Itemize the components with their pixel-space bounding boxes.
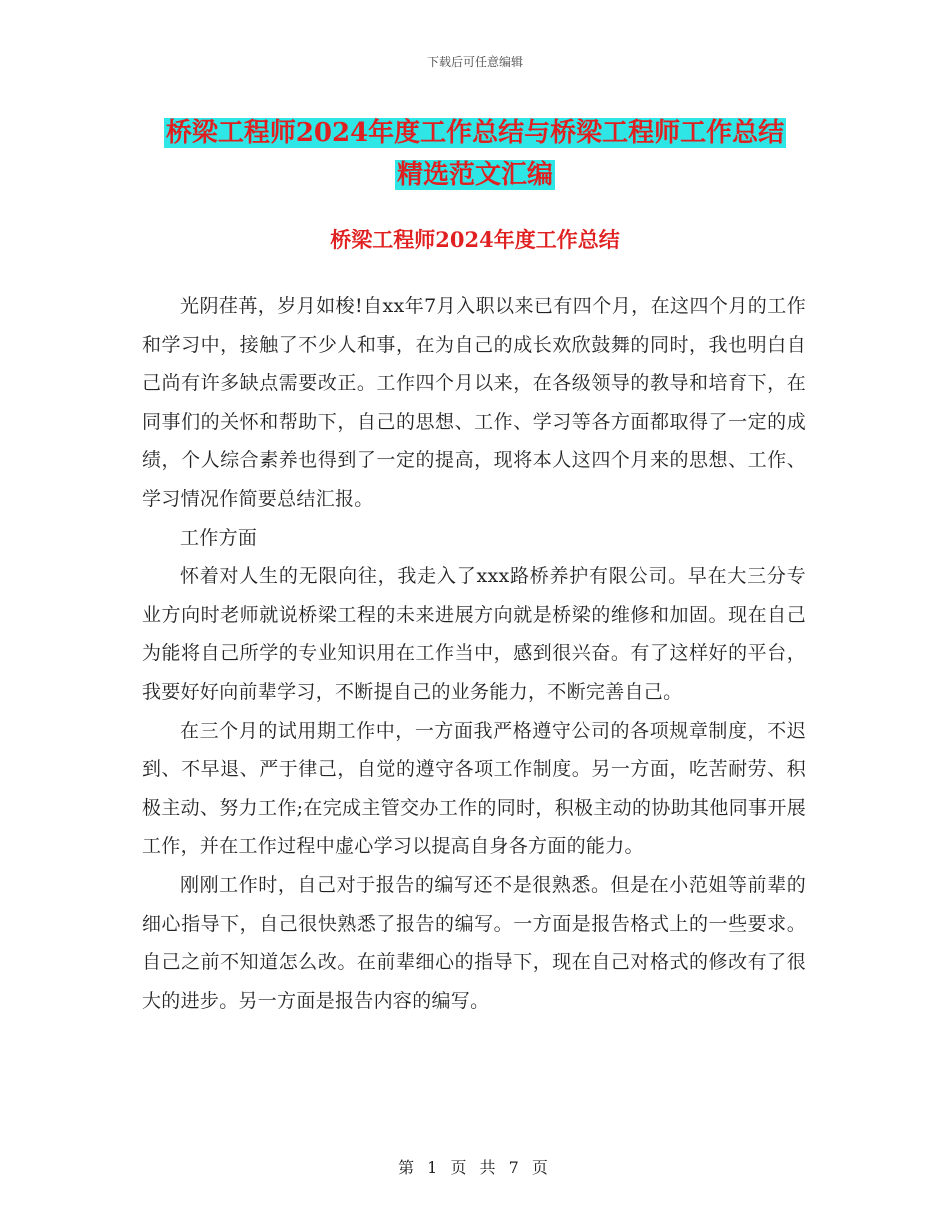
paragraph-heading-work: 工作方面 bbox=[180, 526, 258, 549]
paragraph-report: 刚刚工作时，自己对于报告的编写还不是很熟悉。但是在小范姐等前辈的细心指导下，自己很快熟悉了报告的编写。一方面是报告格式上的一些要求。自己之前不知道怎么改。在前辈细心的指导下，现在自己对格式的修改有了很大的进步。另一方面是报告内容的编写。 bbox=[142, 873, 806, 1012]
main-title bbox=[0, 112, 950, 196]
paragraph-probation: 在三个月的试用期工作中，一方面我严格遵守公司的各项规章制度，不迟到、不早退、严于律己，自觉的遵守各项工作制度。另一方面，吃苦耐劳、积极主动、努力工作;在完成主管交办工作的同时，积极主动的协助其他同事开展工作，并在工作过程中虚心学习以提高自身各方面的能力。 bbox=[142, 719, 806, 858]
body-text bbox=[142, 287, 806, 1020]
page-footer: 第 1 页 共 7 页 bbox=[398, 1158, 552, 1177]
header-note: 下载后可任意编辑 bbox=[426, 55, 523, 69]
main-title-line-2: 精选范文汇编 bbox=[396, 160, 553, 190]
section-title: 桥梁工程师2024年度工作总结 bbox=[330, 227, 620, 252]
paragraph-company: 怀着对人生的无限向往，我走入了xxx路桥养护有限公司。早在大三分专业方向时老师就说桥梁工程的未来进展方向就是桥梁的维修和加固。现在自己为能将自己所学的专业知识用在工作当中，感到很兴奋。有了这样好的平台，我要好好向前辈学习，不断提自己的业务能力，不断完善自己。 bbox=[142, 565, 806, 703]
main-title-line-1: 桥梁工程师2024年度工作总结与桥梁工程师工作总结 bbox=[165, 118, 785, 148]
paragraph-intro: 光阴荏苒，岁月如梭!自xx年7月入职以来已有四个月，在这四个月的工作和学习中，接触了不少人和事，在为自己的成长欢欣鼓舞的同时，我也明白自己尚有许多缺点需要改正。工作四个月以来，在各级领导的教导和培育下，在同事们的关怀和帮助下，自己的思想、工作、学习等各方面都取得了一定的成绩，个人综合素养也得到了一定的提高，现将本人这四个月来的思想、工作、学习情况作简要总结汇报。 bbox=[142, 295, 806, 510]
